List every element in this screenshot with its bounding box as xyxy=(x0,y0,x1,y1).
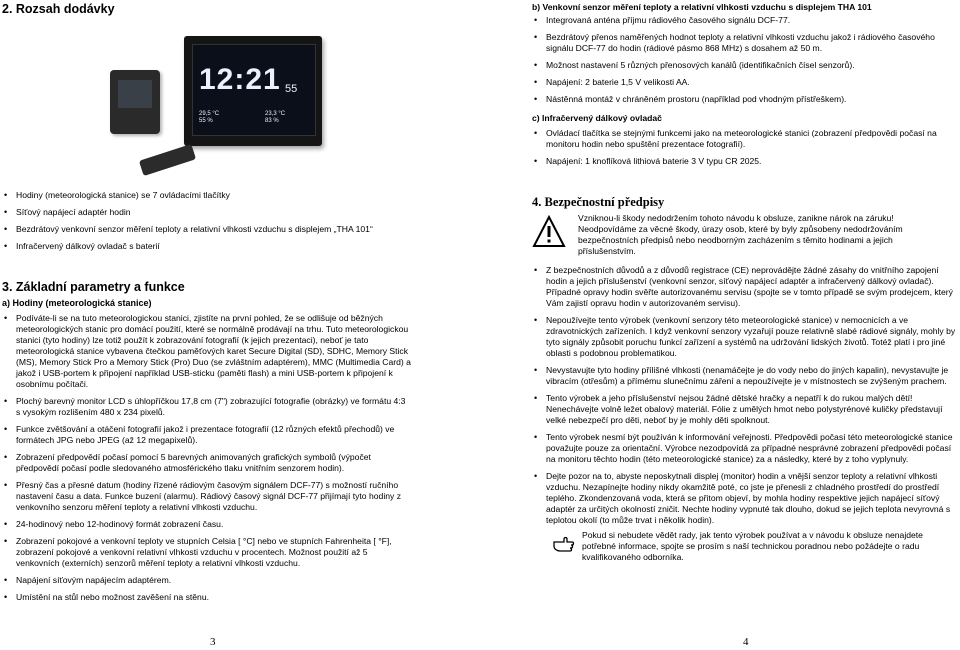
sensor-list xyxy=(532,15,952,105)
safety-list xyxy=(532,265,957,526)
section-title-scope: 2. Rozsah dodávky xyxy=(2,2,115,16)
pointing-hand-icon xyxy=(552,532,576,556)
features-list xyxy=(2,313,412,603)
subsection-title-remote: c) Infračervený dálkový ovladač xyxy=(532,113,662,123)
page-number-left: 3 xyxy=(210,636,216,648)
weather-station-image xyxy=(184,36,322,146)
page-number-right: 4 xyxy=(743,636,749,648)
subsection-title-clock: a) Hodiny (meteorologická stanice) xyxy=(2,298,152,308)
list-item: • Integrovaná anténa příjmu rádiového časového signálu DCF-77. xyxy=(532,15,952,26)
list-item: • Umístění na stůl nebo možnost zavěšení na stěnu. xyxy=(2,592,412,603)
list-item: • Z bezpečnostních důvodů a z důvodů registrace (CE) neprovádějte žádné zásahy do vnitřního zapojení hodin a jejich příslušenství (venkovní senzor, síťový napájecí adaptér a infračervený dálkový ovladač). Případné opravy hodin svěřte autorizovanému servisu (spojte se v tomto případě se svým prodejcem, který Vám zajistí opravu hodin v autorizovaném servisu). xyxy=(532,265,957,309)
list-item: • Napájení: 1 knoflíková lithiová baterie 3 V typu CR 2025. xyxy=(532,156,952,167)
list-item: • Ovládací tlačítka se stejnými funkcemi jako na meteorologické stanici (zobrazení předpovědi počasí na monitoru hodin nebo spuštění prezentace fotografií). xyxy=(532,128,952,150)
product-illustration xyxy=(110,20,320,185)
warning-icon xyxy=(532,215,566,249)
list-item: • Funkce zvětšování a otáčení fotografií jakož i prezentace fotografií (12 různých efektů přechodů) ve formátech JPG nebo JPEG (až 12 megapixelů). xyxy=(2,424,412,446)
section-title-safety: 4. Bezpečnostní předpisy xyxy=(532,195,665,209)
warning-text: Vzniknou-li škody nedodržením tohoto návodu k obsluze, zanikne nárok na záruku! Neodpovídáme za věcné škody, úrazy osob, které by byly způsobeny nedodržováním bezpečnostních předpisů nebo neodborným zacházením s těmito hodinami a jejich příslušenstvím. xyxy=(578,213,903,256)
outdoor-temp: 23,3 °C xyxy=(265,111,286,117)
list-item: • Zobrazení předpovědí počasí pomocí 5 barevných animovaných grafických symbolů (výpočet předpovědí počasí podle sledovaného atmosférického tlaku vnitřním senzorem hodin). xyxy=(2,452,412,474)
list-item: • Hodiny (meteorologická stanice) se 7 ovládacími tlačítky xyxy=(2,190,442,201)
outdoor-hum: 83 % xyxy=(265,118,279,124)
clock-time: 12:21 xyxy=(199,63,281,96)
list-item: • Napájení: 2 baterie 1,5 V velikosti AA. xyxy=(532,77,952,88)
subsection-title-sensor: b) Venkovní senzor měření teploty a relativní vlhkosti vzduchu s displejem THA 101 xyxy=(532,2,872,12)
list-item: • Podíváte-li se na tuto meteorologickou stanici, zjistíte na první pohled, že se odlišuje od běžných meteorologických stanic pro domácí použití, které se normálně prodávají na trhu. Tuto meteorologickou stanici (tyto hodiny) lze totiž použít k zobrazování fotografií (k jejich prezentaci), neboť je tato meteorologická stanice vybavena čtečkou paměťových karet Secure Digital (SD), SDHC, Memory Stick (MS), Memory Stick Pro a Memory Stick (Pro) Duo (se zvláštním adaptérem), MMC (Multimedia Card) a jakož i USB-portem k připojení například USB-sticku (paměti flash) a mini USB-portem k připojení k osobnímu počítači. xyxy=(2,313,412,390)
list-item: • Možnost nastavení 5 různých přenosových kanálů (identifikačních čísel senzorů). xyxy=(532,60,952,71)
list-item: • Nástěnná montáž v chráněném prostoru (například pod vhodným přístřeškem). xyxy=(532,94,952,105)
list-item: • Síťový napájecí adaptér hodin xyxy=(2,207,442,218)
indoor-temp: 29,5 °C xyxy=(199,111,220,117)
list-item: • Nevystavujte tyto hodiny přílišné vlhkosti (nenamáčejte je do vody nebo do jiných kapalin), nevystavujte je vibracím (otřesům) a přímému slunečnímu záření a nepoužívejte je v místnostech se zvýšeným prachem. xyxy=(532,365,957,387)
questions-text: Pokud si nebudete vědět rady, jak tento výrobek používat a v návodu k obsluze nenajdete potřebné informace, spojte se prosím s naší technickou poradnou nebo požádejte o radu kvalifikovaného odborníka. xyxy=(582,530,923,562)
list-item: • Tento výrobek a jeho příslušenství nejsou žádné dětské hračky a nepatří k do rukou malých dětí! Nenechávejte volně ležet obalový materiál. Fólie z umělých hmot nebo polystyrénové kuličky představují velké nebezpečí pro děti, neboť by je mohly děti spolknout. xyxy=(532,393,957,426)
list-item: • Plochý barevný monitor LCD s úhlopříčkou 17,8 cm (7") zobrazující fotografie (obrázky) ve formátu 4:3 s vysokým rozlišením 480 x 234 pixelů. xyxy=(2,396,412,418)
remote-control-image xyxy=(139,144,196,176)
list-item: • Infračervený dálkový ovladač s baterií xyxy=(2,241,442,252)
list-item: • Nepoužívejte tento výrobek (venkovní senzory této meteorologické stanice) v nemocnicích a ve zdravotnických zařízeních. I když venkovní senzory vyzařují pouze relativně slabé rádiové signály, mohly by tyto signály způsobit poruchu funkcí zařízení a systémů na udržování lidských životů. Totéž platí i pro jiné oblasti s podobnou problematikou. xyxy=(532,315,957,359)
outdoor-sensor-image xyxy=(110,70,160,134)
section-title-features: 3. Základní parametry a funkce xyxy=(2,280,185,294)
list-item: • Napájení síťovým napájecím adaptérem. xyxy=(2,575,412,586)
list-item: • Dejte pozor na to, abyste neposkytnali displej (monitor) hodin a vnější senzor teploty a relativní vlhkosti vzduchu. Nezapínejte hodiny nikdy okamžitě poté, co jste je přenesli z chladného prostředí do prostředí teplého. Zkondenzovaná voda, která se přitom objeví, by mohla hodiny respektive jejich napájecí síťový adaptér za určitých okolností zničit. Nechte hodiny vypnuté tak dlouho, dokud se jejich teplota nevyrovná s teplotou okolí (to může trvat i několik hodin). xyxy=(532,471,957,526)
indoor-hum: 55 % xyxy=(199,118,213,124)
list-item: • Přesný čas a přesné datum (hodiny řízené rádiovým časovým signálem DCF-77) s možností ručního nastavení času a data. Funkce buzení (alarmu). Rádiový časový signál DCF-77 přijímají tyto hodiny z venkovního senzoru měření teploty a relativní vlhkosti vzduchu. xyxy=(2,480,412,513)
right-page xyxy=(490,0,960,650)
list-item: • Tento výrobek nesmí být používán k informování veřejnosti. Předpovědi počasí této meteorologické stanice považujte pouze za orientační. Výrobce nezodpovídá za případné nesprávné zobrazení předpovědi počasí na monitoru těchto hodin (této meteorologické stanice) za a následky, které by z toho vyplynuly. xyxy=(532,432,957,465)
scope-list xyxy=(2,190,442,252)
list-item: • Zobrazení pokojové a venkovní teploty ve stupních Celsia [ °C] nebo ve stupních Fahrenheita [ °F], zobrazení pokojové a venkovní relativní vlhkosti vzduchu v procentech. Možnost použití až 5 venkovních (externích) senzorů měření teploty a relativní vlhkosti vzduchu. xyxy=(2,536,412,569)
list-item: • Bezdrátový venkovní senzor měření teploty a relativní vlhkosti vzduchu s displejem „THA 101“ xyxy=(2,224,442,235)
clock-seconds: 55 xyxy=(285,83,298,95)
list-item: • Bezdrátový přenos naměřených hodnot teploty a relativní vlhkosti vzduchu jakož i rádiového časového signálu DCF-77 do hodin (rádiové pásmo 868 MHz) s dosahem až 50 m. xyxy=(532,32,952,54)
list-item: • 24-hodinový nebo 12-hodinový formát zobrazení času. xyxy=(2,519,412,530)
remote-list xyxy=(532,128,952,167)
